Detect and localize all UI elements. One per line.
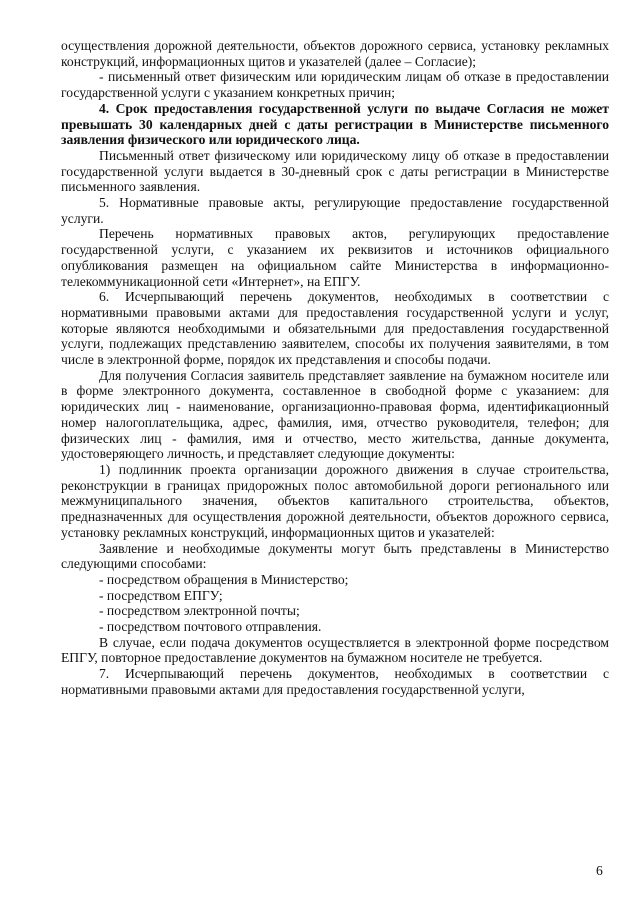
paragraph: В случае, если подача документов осуществляется в электронной форме посредством ЕПГУ, повторное предоставление документов на бумажном носителе не требуется. [61,634,609,666]
paragraph: 5. Нормативные правовые акты, регулирующие предоставление государственной услуги. [61,195,609,226]
paragraph: осуществления дорожной деятельности, объектов дорожного сервиса, установку рекламных конструкций, информационных щитов и указателей (далее – Согласие); [61,38,609,69]
list-item: - посредством электронной почты; [99,603,300,619]
paragraph: 6. Исчерпывающий перечень документов, необходимых в соответствии с нормативными правовыми актами для предоставления государственной услуги и услуг, которые являются необходимыми и обязательными для предоставления государственной услуги, подлежащих представлению заявителем, способы их получения заявителями, в том числе в электронной форме, порядок их представления и способы подачи. [61,289,609,368]
paragraph: Перечень нормативных правовых актов, регулирующих предоставление государственной услуги, с указанием их реквизитов и источников официального опубликования размещен на официальном сайте Министерства в информационно-телекоммуникационной сети «Интернет», на ЕПГУ. [61,226,609,289]
paragraph: - письменный ответ физическим или юридическим лицам об отказе в предоставлении государственной услуги с указанием конкретных причин; [61,69,609,101]
list-item: - посредством обращения в Министерство; [99,571,349,587]
paragraph: 1) подлинник проекта организации дорожного движения в случае строительства, реконструкции в границах придорожных полос автомобильной дороги регионального или межмуниципального значения, объектов капитального строительства, объектов, предназначенных для осуществления дорожной деятельности, объектов дорожного сервиса, установку рекламных конструкций, информационных щитов и указателей: [61,461,609,540]
paragraph: Письменный ответ физическому или юридическому лицу об отказе в предоставлении государственной услуги выдается в 30-дневный срок с даты регистрации в Министерстве письменного заявления. [61,147,609,195]
paragraph: 4. Срок предоставления государственной услуги по выдаче Согласия не может превышать 30 календарных дней с даты регистрации в Министерстве письменного заявления физического или юридического лица. [61,100,609,148]
list-item: - посредством ЕПГУ; [99,587,223,603]
paragraph: Для получения Согласия заявитель представляет заявление на бумажном носителе или в форме электронного документа, составленное в свободной форме с указанием: для юридических лиц - наименование, организационно-правовая форма, идентификационный номер налогоплательщика, адрес, фамилия, имя, отчество руководителя, телефон; для физических лиц - фамилия, имя и отчество, место жительства, данные документа, удостоверяющего личность, и представляет следующие документы: [61,367,609,462]
document-body [61,38,609,698]
paragraph: 7. Исчерпывающий перечень документов, необходимых в соответствии с нормативными правовыми актами для предоставления государственной услуги, [61,666,609,697]
page-number: 6 [596,863,603,878]
list-item: - посредством почтового отправления. [99,619,322,635]
paragraph: Заявление и необходимые документы могут быть представлены в Министерство следующими способами: [61,540,609,572]
